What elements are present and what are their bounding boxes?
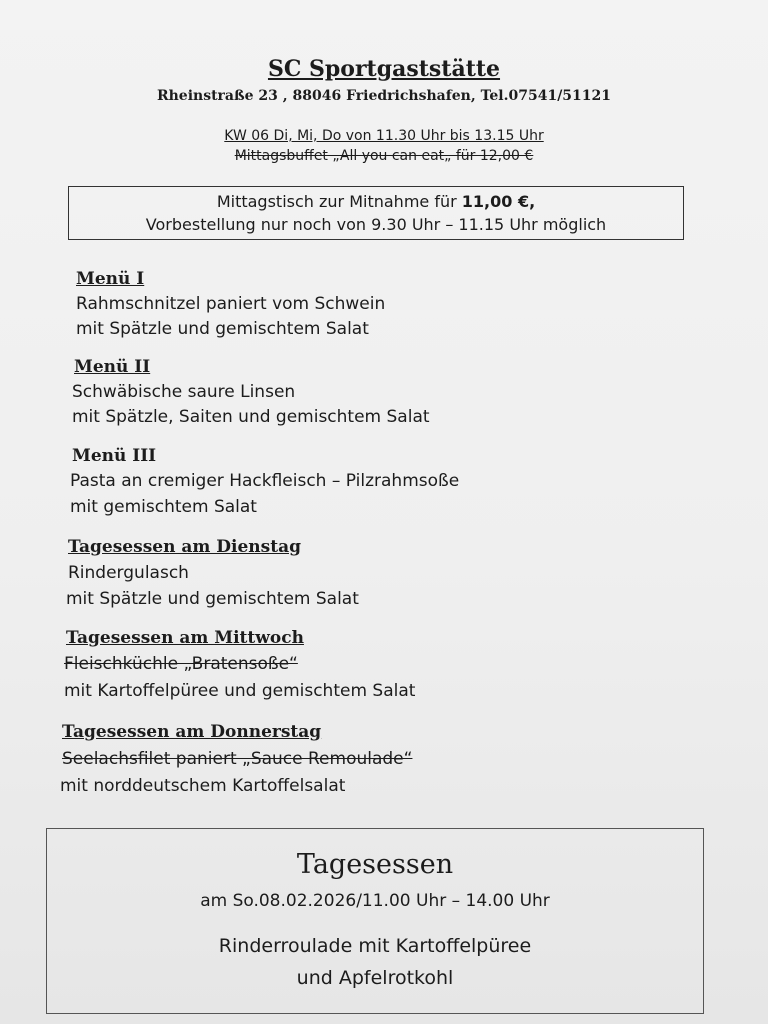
restaurant-address: Rheinstraße 23 , 88046 Friedrichshafen, Tel.07541/51121: [156, 88, 612, 104]
week-opening-hours: KW 06 Di, Mi, Do von 11.30 Uhr bis 13.15 Uhr: [224, 128, 544, 144]
takeaway-line-1: [69, 192, 683, 211]
thursday-heading: Tagesessen am Donnerstag: [62, 722, 322, 742]
thursday-sides: mit norddeutschem Kartoffelsalat: [60, 776, 346, 796]
menu-2-dish: Schwäbische saure Linsen: [72, 382, 296, 402]
tuesday-dish: Rindergulasch: [68, 563, 189, 583]
takeaway-text: Mittagstisch zur Mitnahme für: [216, 192, 462, 211]
takeaway-price: 11,00 €,: [461, 192, 536, 211]
restaurant-title: SC Sportgaststätte: [267, 56, 501, 82]
takeaway-notice-box: [68, 186, 684, 240]
sunday-special-date: am So.08.02.2026/11.00 Uhr – 14.00 Uhr: [200, 891, 550, 911]
menu-3-heading: Menü III: [72, 446, 157, 466]
wednesday-sides: mit Kartoffelpüree und gemischtem Salat: [64, 681, 416, 701]
tuesday-sides: mit Spätzle und gemischtem Salat: [66, 589, 359, 609]
menu-1-dish: Rahmschnitzel paniert vom Schwein: [76, 294, 386, 314]
menu-2-heading: Menü II: [74, 357, 151, 377]
menu-3-sides: mit gemischtem Salat: [70, 497, 257, 517]
wednesday-dish: Fleischküchle „Bratensoße“: [64, 654, 298, 674]
buffet-offer-struck: Mittagsbuffet „All you can eat„ für 12,00 €: [234, 148, 534, 164]
menu-2-sides: mit Spätzle, Saiten und gemischtem Salat: [72, 407, 430, 427]
sunday-special-title: Tagesessen: [296, 849, 454, 880]
takeaway-line-2: Vorbestellung nur noch von 9.30 Uhr – 11.15 Uhr möglich: [145, 215, 607, 234]
sunday-special-sides: und Apfelrotkohl: [296, 967, 454, 989]
wednesday-heading: Tagesessen am Mittwoch: [66, 628, 304, 648]
menu-1-heading: Menü I: [76, 269, 145, 289]
sunday-special-box: [46, 828, 704, 1014]
tuesday-heading: Tagesessen am Dienstag: [68, 537, 301, 557]
sunday-special-dish: Rinderroulade mit Kartoffelpüree: [218, 935, 532, 957]
menu-3-dish: Pasta an cremiger Hackfleisch – Pilzrahmsoße: [70, 471, 460, 491]
menu-1-sides: mit Spätzle und gemischtem Salat: [76, 319, 369, 339]
thursday-dish: Seelachsfilet paniert „Sauce Remoulade“: [62, 749, 413, 769]
